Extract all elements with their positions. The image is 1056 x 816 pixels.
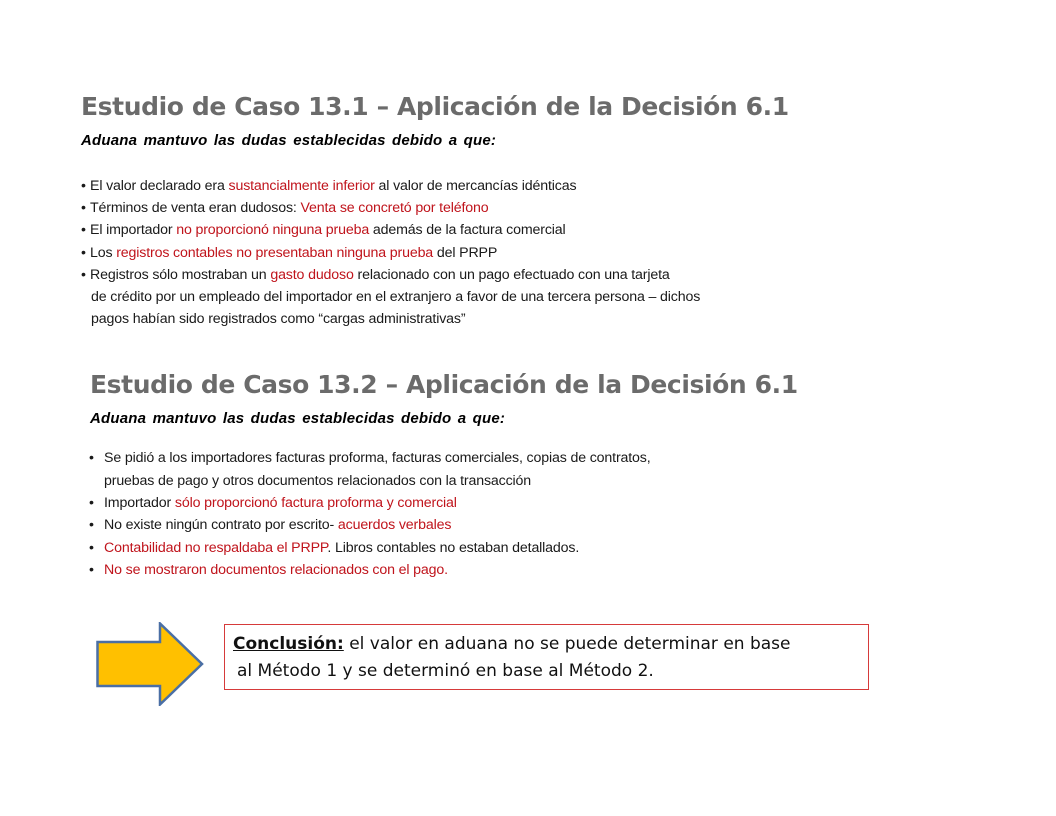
list-item: • Contabilidad no respaldaba el PRPP. Libros contables no estaban detallados. bbox=[81, 537, 651, 560]
list-item: • Importador sólo proporcionó factura proforma y comercial bbox=[81, 492, 651, 515]
list-item-continuation: de crédito por un empleado del importador en el extranjero a favor de una tercera persona – dichos bbox=[91, 289, 701, 306]
list-item-continuation: pagos habían sido registrados como “cargas administrativas” bbox=[91, 311, 466, 328]
list-item: • Los registros contables no presentaban ninguna prueba del PRPP bbox=[81, 242, 700, 264]
right-arrow-icon bbox=[96, 622, 204, 706]
case1-subtitle: Aduana mantuvo las dudas establecidas debido a que: bbox=[81, 132, 497, 149]
list-item: • Registros sólo mostraban un gasto dudoso relacionado con un pago efectuado con una tarjeta de crédito por un empleado del importador en el extranjero a favor de una tercera persona – dichos pagos habían sido registrados como “cargas administrativas” bbox=[81, 264, 700, 331]
conclusion-text: el valor en aduana no se puede determinar en base bbox=[343, 634, 791, 654]
case1-bullet-list bbox=[81, 175, 700, 330]
case2-subtitle: Aduana mantuvo las dudas establecidas debido a que: bbox=[90, 410, 506, 427]
conclusion-text-line2: al Método 1 y se determinó en base al Método 2. bbox=[237, 661, 654, 681]
conclusion-label: Conclusión: bbox=[233, 634, 344, 654]
list-item: • El importador no proporcionó ninguna prueba además de la factura comercial bbox=[81, 219, 700, 241]
list-item: • Términos de venta eran dudosos: Venta se concretó por teléfono bbox=[81, 197, 700, 219]
case1-title: Estudio de Caso 13.1 – Aplicación de la Decisión 6.1 bbox=[81, 92, 789, 121]
conclusion-box bbox=[224, 624, 869, 690]
list-item: • No existe ningún contrato por escrito- acuerdos verbales bbox=[81, 514, 651, 537]
list-item: • No se mostraron documentos relacionados con el pago. bbox=[81, 559, 651, 582]
list-item: • El valor declarado era sustancialmente inferior al valor de mercancías idénticas bbox=[81, 175, 700, 197]
list-item-continuation: pruebas de pago y otros documentos relacionados con la transacción bbox=[104, 472, 532, 489]
list-item: • Se pidió a los importadores facturas proforma, facturas comerciales, copias de contratos, pruebas de pago y otros documentos relacionados con la transacción bbox=[81, 447, 651, 492]
case2-bullet-list bbox=[81, 447, 651, 582]
case2-title: Estudio de Caso 13.2 – Aplicación de la Decisión 6.1 bbox=[90, 370, 798, 399]
